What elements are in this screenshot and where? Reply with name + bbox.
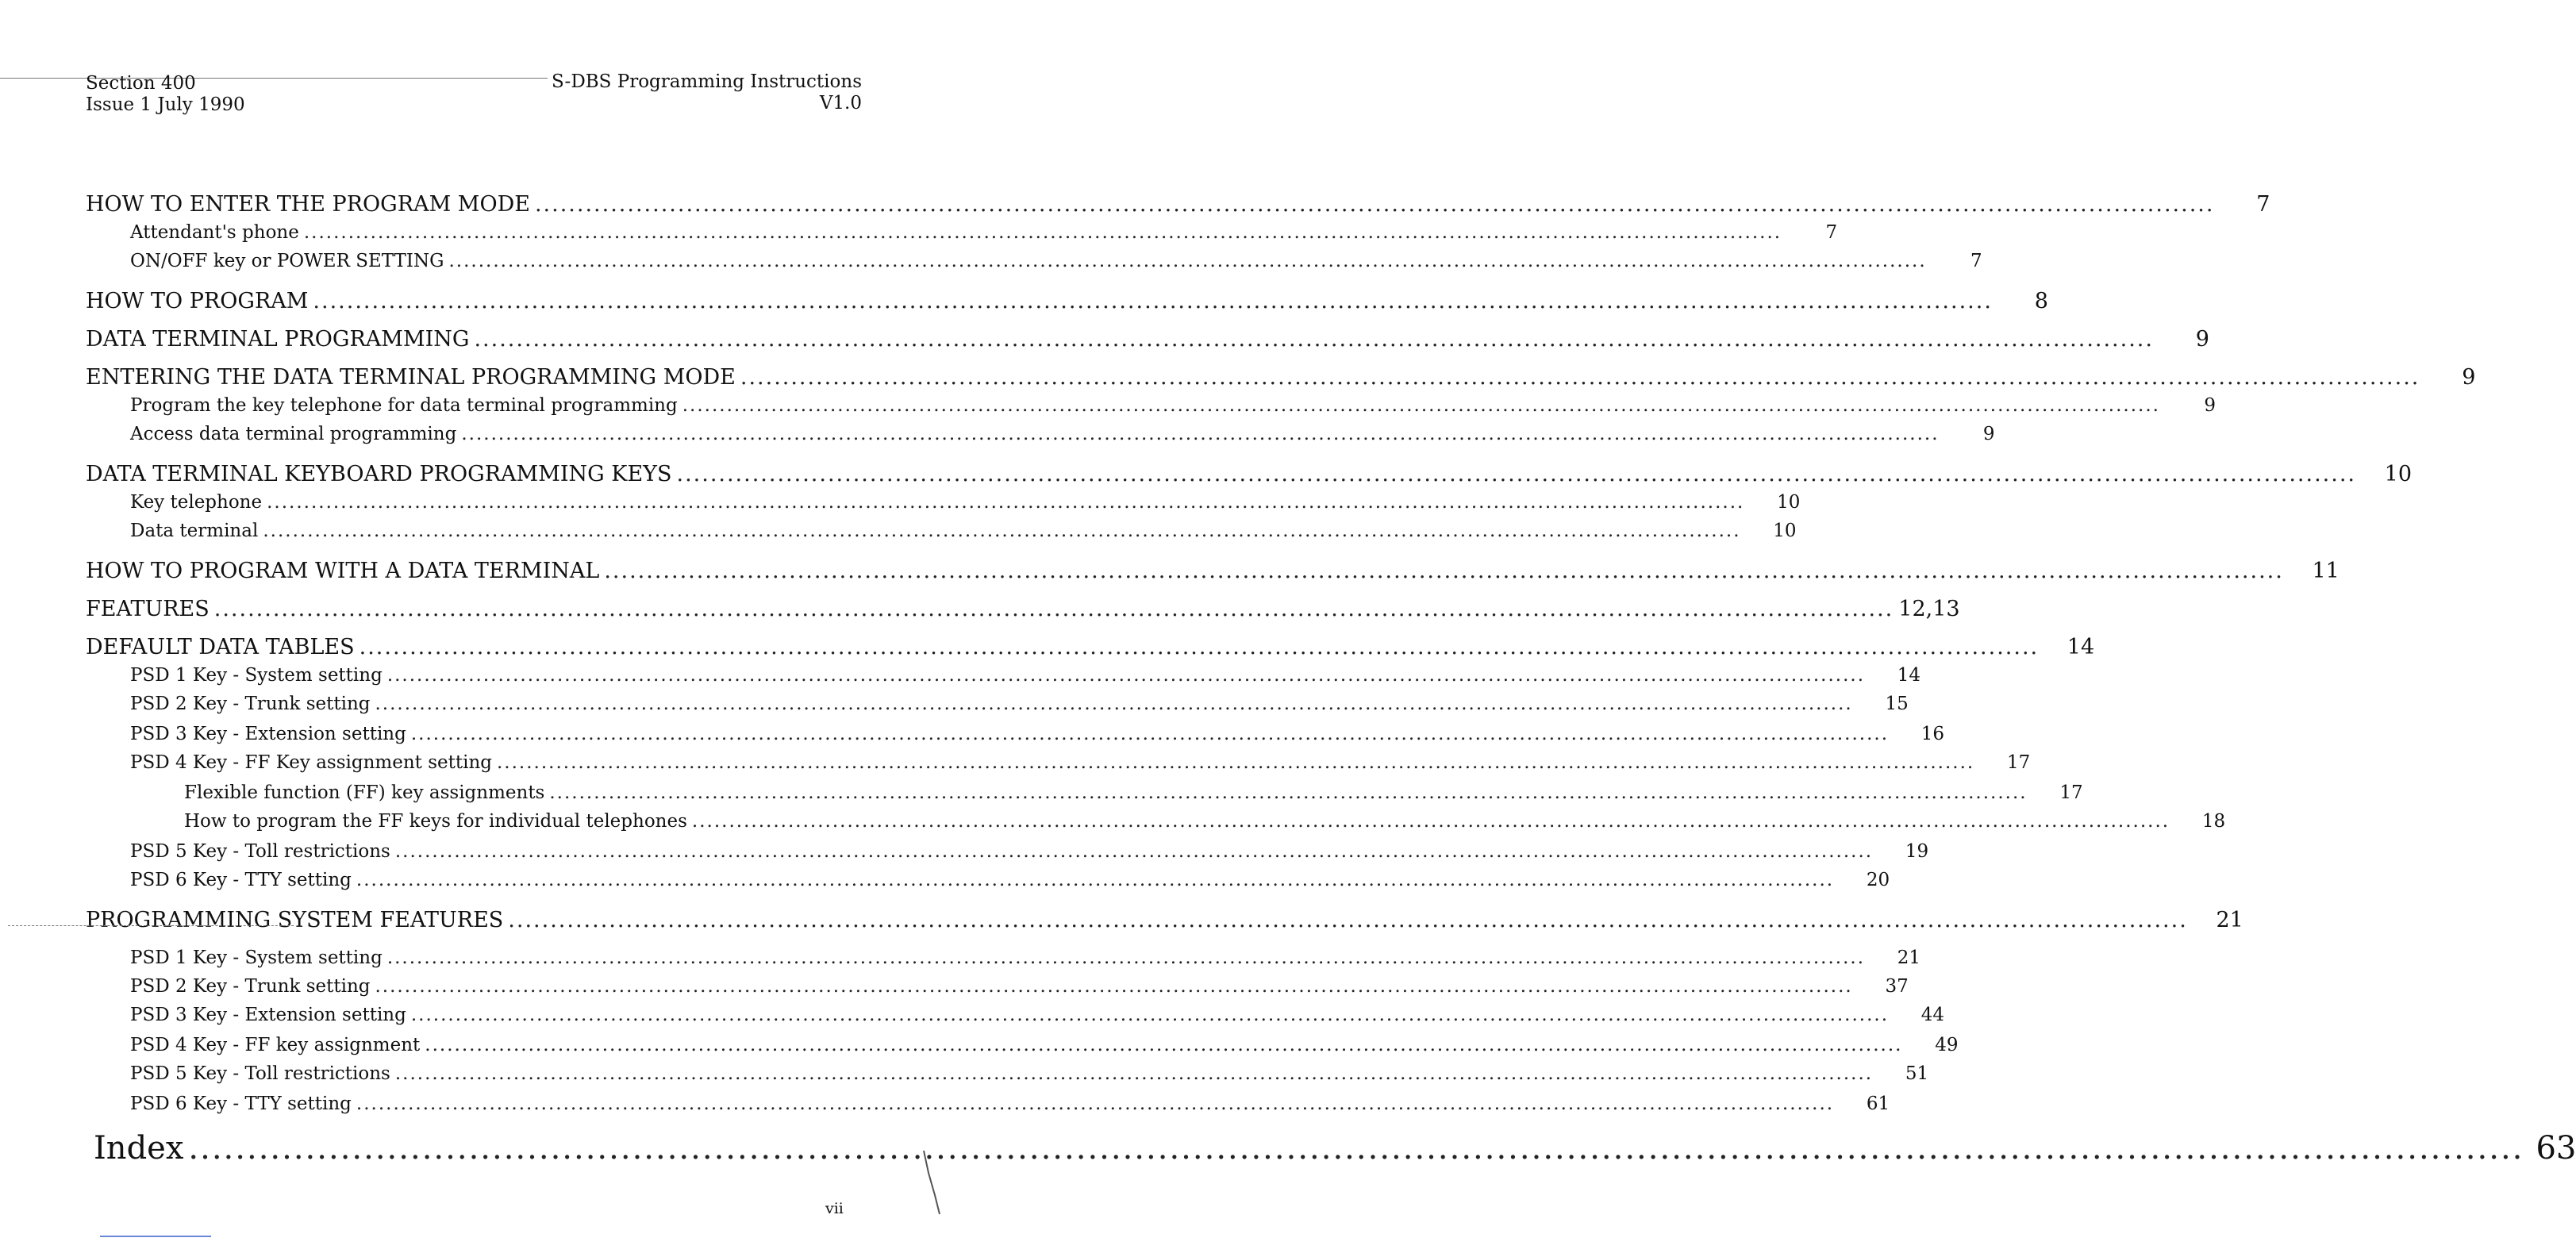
toc-entry: [130, 948, 1921, 968]
toc-entry: [86, 559, 2340, 583]
toc-entry-page: 7: [1825, 222, 1838, 243]
toc-leader-dots: ........................................................................................................................................................................................................: [740, 365, 2420, 390]
toc-entry: [130, 841, 1929, 862]
toc-entry-title: Data terminal: [130, 521, 259, 541]
toc-entry-title: DEFAULT DATA TABLES: [86, 635, 355, 659]
toc-entry-title: Access data terminal programming: [130, 424, 457, 444]
toc-entry-page: 14: [1897, 665, 1921, 686]
toc-entry: [94, 1130, 2576, 1167]
toc-entry-page: 9: [2462, 365, 2476, 390]
scan-rule: [8, 925, 294, 926]
toc-entry-title: Program the key telephone for data terminal programming: [130, 395, 678, 416]
toc-leader-dots: ........................................................................................................................................................................................................: [410, 724, 1890, 744]
toc-entry-page: 10: [2384, 462, 2412, 486]
header-rule: [0, 78, 548, 79]
toc-leader-dots: ........................................................................................................................................................................................................: [691, 811, 2170, 832]
toc-entry-page: 9: [2195, 327, 2209, 352]
toc-entry: [130, 1035, 1959, 1055]
toc-entry-title: PSD 2 Key - Trunk setting: [130, 694, 371, 714]
toc-entry: [86, 289, 2048, 313]
toc-entry: [130, 1063, 1929, 1084]
toc-leader-dots: ........................................................................................................................................................................................................: [394, 841, 1874, 862]
toc-leader-dots: ........................................................................................................................................................................................................: [497, 752, 1975, 773]
toc-entry-page: 49: [1935, 1035, 1959, 1055]
header-right: [552, 71, 862, 114]
toc-entry: [130, 665, 1921, 686]
toc-entry: [130, 1005, 1945, 1025]
toc-entry-title: DATA TERMINAL KEYBOARD PROGRAMMING KEYS: [86, 462, 672, 486]
toc-leader-dots: ........................................................................................................................................................................................................: [410, 1005, 1890, 1025]
toc-leader-dots: ........................................................................................................................................................................................................: [267, 492, 1745, 513]
toc-entry-title: ON/OFF key or POWER SETTING: [130, 251, 444, 271]
toc-entry: [130, 1094, 1890, 1114]
toc-leader-dots: ........................................................................................................................................................................................................: [303, 222, 1782, 243]
toc-entry-title: PROGRAMMING SYSTEM FEATURES: [86, 908, 504, 932]
toc-entry-page: 7: [1970, 251, 1982, 271]
toc-leader-dots: ........................................................................................................................................................................................................: [425, 1035, 1903, 1055]
toc-entry-page: 37: [1885, 976, 1909, 997]
toc-entry: [184, 811, 2226, 832]
toc-entry-page: 15: [1885, 694, 1909, 714]
toc-entry-title: PSD 6 Key - TTY setting: [130, 1094, 352, 1114]
toc-entry-title: HOW TO PROGRAM: [86, 289, 309, 313]
toc-entry: [86, 462, 2412, 486]
toc-entry-page: 10: [1777, 492, 1801, 513]
toc-entry-title: HOW TO ENTER THE PROGRAM MODE: [86, 192, 530, 217]
toc-entry: [86, 365, 2476, 390]
toc-entry-title: FEATURES: [86, 597, 210, 621]
toc-entry: [130, 976, 1909, 997]
toc-leader-dots: ........................................................................................................................................................................................................: [676, 462, 2356, 486]
toc-entry: [86, 635, 2095, 659]
toc-leader-dots: ........................................................................................................................................................................................................: [534, 192, 2215, 217]
toc-entry-title: PSD 4 Key - FF key assignment: [130, 1035, 421, 1055]
toc-leader-dots: ........................................................................................................................................................................................................: [375, 976, 1853, 997]
toc-entry: [130, 395, 2216, 416]
toc-entry: [130, 424, 1995, 444]
toc-leader-dots: ........................................................................................................................................................................................................: [188, 1130, 2524, 1167]
toc-entry: [130, 870, 1890, 890]
issue-label: Issue 1 July 1990: [86, 94, 245, 115]
toc-entry: [130, 521, 1797, 541]
document-title: S-DBS Programming Instructions: [551, 71, 862, 92]
toc-leader-dots: ........................................................................................................................................................................................................: [604, 559, 2284, 583]
section-label: Section 400: [86, 73, 196, 94]
toc-leader-dots: ........................................................................................................................................................................................................: [313, 289, 1993, 313]
toc-entry-page: 14: [2067, 635, 2095, 659]
toc-entry-title: PSD 1 Key - System setting: [130, 665, 383, 686]
toc-leader-dots: ........................................................................................................................................................................................................: [213, 597, 1894, 621]
toc-entry-title: How to program the FF keys for individual telephones: [184, 811, 687, 832]
toc-entry-title: PSD 5 Key - Toll restrictions: [130, 841, 390, 862]
toc-leader-dots: ........................................................................................................................................................................................................: [359, 635, 2040, 659]
toc-entry-title: DATA TERMINAL PROGRAMMING: [86, 327, 470, 352]
toc-entry-page: 20: [1866, 870, 1890, 890]
toc-entry-title: Attendant's phone: [130, 222, 299, 243]
toc-entry: [86, 327, 2209, 352]
toc-entry-page: 7: [2256, 192, 2270, 217]
toc-leader-dots: ........................................................................................................................................................................................................: [448, 251, 1927, 271]
header-left: [86, 73, 245, 116]
toc-entry: [86, 597, 1960, 621]
toc-entry-title: PSD 1 Key - System setting: [130, 948, 383, 968]
toc-leader-dots: ........................................................................................................................................................................................................: [682, 395, 2160, 416]
toc-entry-title: HOW TO PROGRAM WITH A DATA TERMINAL: [86, 559, 600, 583]
toc-leader-dots: ........................................................................................................................................................................................................: [508, 908, 2188, 932]
toc-entry-title: PSD 3 Key - Extension setting: [130, 1005, 406, 1025]
scan-mark: [100, 1236, 211, 1237]
toc-leader-dots: ........................................................................................................................................................................................................: [386, 948, 1866, 968]
toc-leader-dots: ........................................................................................................................................................................................................: [394, 1063, 1874, 1084]
scan-edge-mark: [921, 1149, 944, 1217]
toc-entry-page: 21: [2216, 908, 2243, 932]
toc-entry-title: Key telephone: [130, 492, 263, 513]
toc-entry: [86, 908, 2243, 932]
toc-entry-page: 10: [1773, 521, 1797, 541]
toc-leader-dots: ........................................................................................................................................................................................................: [356, 1094, 1835, 1114]
version-label: V1.0: [819, 93, 862, 113]
toc-leader-dots: ........................................................................................................................................................................................................: [375, 694, 1853, 714]
toc-entry-page: 63: [2536, 1130, 2576, 1167]
toc-entry-page: 17: [2006, 752, 2031, 773]
toc-entry-title: PSD 3 Key - Extension setting: [130, 724, 406, 744]
toc-entry-page: 21: [1897, 948, 1921, 968]
toc-entry: [130, 222, 1838, 243]
toc-entry: [130, 752, 2031, 773]
toc-leader-dots: ........................................................................................................................................................................................................: [263, 521, 1741, 541]
toc-entry-title: PSD 2 Key - Trunk setting: [130, 976, 371, 997]
toc-entry: [184, 782, 2083, 803]
toc-leader-dots: ........................................................................................................................................................................................................: [474, 327, 2154, 352]
toc-entry-title: Index: [94, 1130, 184, 1167]
toc-entry-title: Flexible function (FF) key assignments: [184, 782, 545, 803]
toc-entry: [130, 724, 1945, 744]
toc-entry-page: 51: [1905, 1063, 1929, 1084]
footer-page-number: vii: [825, 1200, 844, 1217]
toc-entry-page: 18: [2201, 811, 2226, 832]
toc-entry-page: 11: [2312, 559, 2340, 583]
toc-entry-page: 12,13: [1898, 597, 1960, 621]
toc-entry-page: 9: [1982, 424, 1995, 444]
toc-entry: [130, 251, 1982, 271]
toc-entry-page: 61: [1866, 1094, 1890, 1114]
toc-entry: [86, 192, 2270, 217]
toc-leader-dots: ........................................................................................................................................................................................................: [549, 782, 2028, 803]
toc-entry-page: 44: [1920, 1005, 1945, 1025]
toc-entry-page: 9: [2204, 395, 2216, 416]
toc-leader-dots: ........................................................................................................................................................................................................: [356, 870, 1835, 890]
toc-entry-title: ENTERING THE DATA TERMINAL PROGRAMMING MODE: [86, 365, 736, 390]
toc-entry-page: 8: [2034, 289, 2048, 313]
toc-entry-title: PSD 5 Key - Toll restrictions: [130, 1063, 390, 1084]
toc-entry-page: 16: [1920, 724, 1945, 744]
toc-leader-dots: ........................................................................................................................................................................................................: [386, 665, 1866, 686]
toc-entry: [130, 694, 1909, 714]
toc-entry-page: 17: [2059, 782, 2083, 803]
toc-leader-dots: ........................................................................................................................................................................................................: [461, 424, 1940, 444]
toc-entry-title: PSD 4 Key - FF Key assignment setting: [130, 752, 492, 773]
toc-entry: [130, 492, 1801, 513]
toc-entry-title: PSD 6 Key - TTY setting: [130, 870, 352, 890]
toc-entry-page: 19: [1905, 841, 1929, 862]
